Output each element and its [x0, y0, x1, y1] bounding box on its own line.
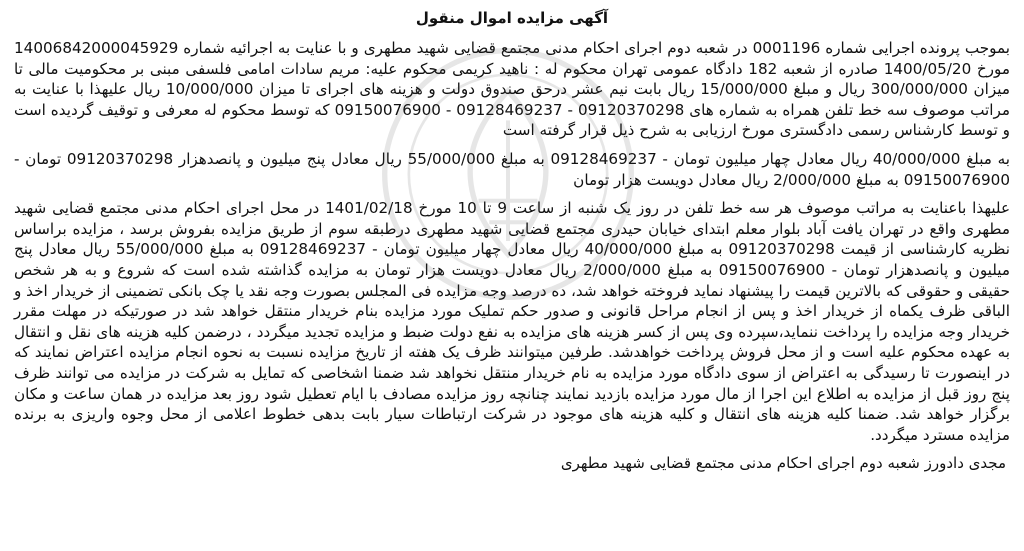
- notice-title: آگهی مزایده اموال منقول: [415, 9, 609, 27]
- notice-signature: مجدی دادورز شعبه دوم اجرای احکام مدنی مجتمع قضایی شهید مطهری: [560, 454, 1006, 473]
- notice-paragraph-intro: بموجب پرونده اجرایی شماره 0001196 در شعبه دوم اجرای احکام مدنی مجتمع قضایی شهید مطهری و با عنایت به اجرائیه شماره 14006842000045929 مورخ 1400/05/20 صادره از شعبه 182 دادگاه عمومی تهران محکوم له : ناهید کریمی محکوم علیه: مریم سادات امامی فلسفی مبنی بر محکومیت مالی تا میزان 300/000/000 ریال و مبلغ 15/000/000 ریال بابت نیم عشر درحق صندوق دولت و هزینه های اجرای تا میزان 10/000/000 ریال علیهذا با عنایت به مراتب موصوف سه خط تلفن همراه به شماره های 09120370298 - 09128469237 - 09150076900 که توسط محکوم له معرفی و توقیف گردیده است و توسط کارشناس رسمی دادگستری مورخ ارزیابی به شرح ذیل قرار گرفته است: [14, 39, 1010, 140]
- notice-paragraph-valuation: به مبلغ 40/000/000 ریال معادل چهار میلیون تومان - 09128469237 به مبلغ 55/000/000 ریال معادل پنج میلیون و پانصدهزار 09120370298 تومان - 09150076900 به مبلغ 2/000/000 ریال معادل دویست هزار تومان: [14, 149, 1010, 189]
- notice-paragraph-auction-terms: علیهذا باعنایت به مراتب موصوف هر سه خط تلفن در روز یک شنبه از ساعت 9 تا 10 مورخ 1401/02/18 در محل اجرای احکام مدنی مجتمع قضایی شهید مطهری واقع در تهران یافت آباد بلوار معلم ابتدای خیابان حیدری مجتمع قضایی شهید مطهری درطبقه سوم از طریق مزایده بفروش برسد ، مزایده براساس نظریه کارشناسی از قیمت 09120370298 به مبلغ 40/000/000 ریال معادل چهار میلیون تومان - 09128469237 به مبلغ 55/000/000 ریال معادل پنج میلیون و پانصدهزار تومان - 09150076900 به مبلغ 2/000/000 ریال معادل دویست هزار تومان به مزایده گذاشته شده است که شروع و به هر شخص حقیقی و حقوقی که بالاترین قیمت را پیشنهاد نماید فروخته خواهد شد، ده درصد وجه مزایده فی المجلس بصورت وجه نقد یا چک بانکی تضمینی از خریدار اخذ و الباقی ظرف یکماه از خریدار اخذ و پس از انجام مراحل قانونی و صدور حکم تملیک مورد مزایده بنام خریدار منتقل خواهد شد در صورتیکه در مهلت مقرر خریدار وجه مزایده را پرداخت ننماید،سپرده وی پس از کسر هزینه های مزایده به نفع دولت ضبط و مزایده تجدید میگردد ، درضمن کلیه هزینه های نقل و انتقال به عهده محکوم علیه است و از محل فروش پرداخت خواهدشد. طرفین میتوانند ظرف یک هفته از تاریخ مزایده نسبت به نحوه انجام مزایده اعتراض نمایند که در اینصورت تا رسیدگی به اعتراض از سوی دادگاه مورد مزایده به نام خریدار منتقل نخواهد شد ضمنا اشخاصی که تمایل به شرکت در مزایده می توانند ظرف پنج روز قبل از مزایده به اطلاع این اجرا از مال مورد مزایده بازدید نمایند چنانچه روز مزایده مصادف با ایام تعطیل شود روز بعد مزایده در همان ساعت و مکان برگزار خواهد شد. ضمنا کلیه هزینه های انتقال و کلیه هزینه های موجود در شرکت ارتباطات سیار بابت بدهی خطوط اعلامی از محل وجوه واریزی به برنده مزایده مسترد میگردد.: [14, 199, 1011, 444]
